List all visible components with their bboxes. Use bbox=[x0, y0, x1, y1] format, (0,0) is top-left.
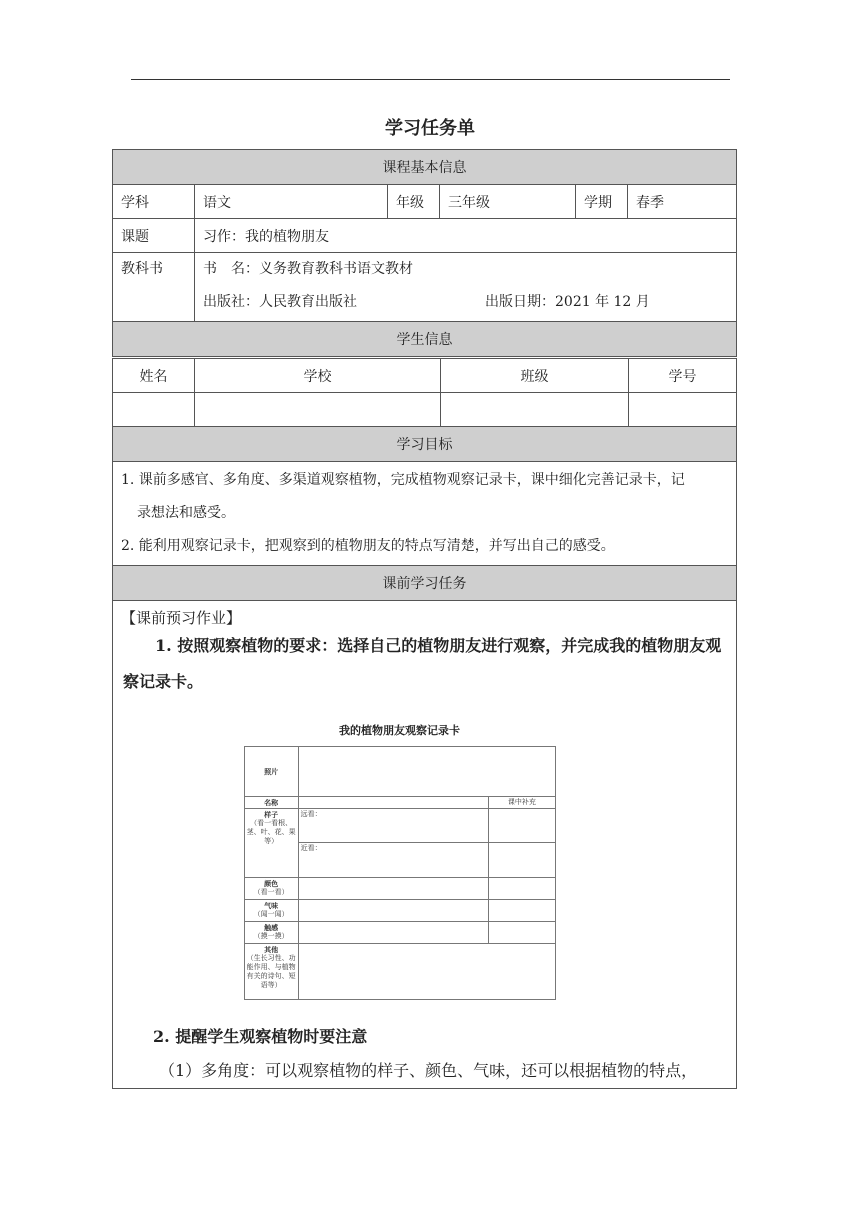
card-shape-label: 样子 （看一看根、茎、叶、花、果等） bbox=[244, 809, 298, 878]
goal-line: 2. 能利用观察记录卡，把观察到的植物朋友的特点写清楚，并写出自己的感受。 bbox=[121, 538, 615, 554]
term-value: 春季 bbox=[628, 185, 737, 219]
task-sheet-table bbox=[112, 149, 737, 357]
student-info-table bbox=[112, 358, 737, 1089]
card-other-label: 其他 （生长习性、功能作用、与植物有关的诗句、短语等） bbox=[244, 944, 298, 1000]
topic-value: 习作：我的植物朋友 bbox=[195, 219, 737, 253]
publish-date: 出版日期：2021 年 12 月 bbox=[485, 294, 650, 310]
card-supplement-label: 课中补充 bbox=[489, 797, 555, 809]
card-color-label: 颜色 （看一看） bbox=[244, 878, 298, 900]
card-touch-label: 触感 （摸一摸） bbox=[244, 922, 298, 944]
card-near-cell: 近看： bbox=[298, 843, 489, 878]
section-goals: 学习目标 bbox=[113, 427, 737, 462]
card-name-label: 名称 bbox=[244, 797, 298, 809]
student-id-label: 学号 bbox=[629, 359, 737, 393]
student-name-label: 姓名 bbox=[113, 359, 195, 393]
card-photo-label: 照片 bbox=[244, 747, 298, 797]
term-label: 学期 bbox=[576, 185, 628, 219]
book-name: 书 名：义务教育教科书语文教材 bbox=[203, 261, 413, 277]
preview-homework-tag: 【课前预习作业】 bbox=[121, 609, 242, 627]
goal-line: 1. 课前多感官、多角度、多渠道观察植物，完成植物观察记录卡，课中细化完善记录卡，记 bbox=[121, 472, 685, 488]
task-2: 2. 提醒学生观察植物时要注意 bbox=[153, 1027, 368, 1046]
task-1: 1. 按照观察植物的要求：选择自己的植物朋友进行观察，并完成我的植物朋友观察记录卡。 bbox=[123, 636, 722, 691]
card-table bbox=[244, 746, 556, 1000]
student-class-label: 班级 bbox=[441, 359, 629, 393]
task-2-item-1: （1）多角度：可以观察植物的样子、颜色、气味，还可以根据植物的特点， bbox=[159, 1061, 698, 1080]
goal-line: 录想法和感受。 bbox=[137, 505, 235, 521]
pre-tasks-content bbox=[113, 601, 737, 1089]
card-title: 我的植物朋友观察记录卡 bbox=[339, 724, 460, 737]
topic-label: 课题 bbox=[113, 219, 195, 253]
section-student-info: 学生信息 bbox=[113, 322, 737, 357]
student-id-field[interactable] bbox=[629, 393, 737, 427]
publisher: 出版社：人民教育出版社 bbox=[203, 294, 357, 310]
header-rule bbox=[131, 79, 730, 80]
section-basic-info: 课程基本信息 bbox=[113, 150, 737, 185]
card-photo-cell bbox=[298, 747, 555, 797]
student-name-field[interactable] bbox=[113, 393, 195, 427]
section-pre-tasks: 课前学习任务 bbox=[113, 566, 737, 601]
page-title: 学习任务单 bbox=[385, 118, 475, 139]
subject-value: 语文 bbox=[195, 185, 388, 219]
textbook-label: 教科书 bbox=[113, 253, 195, 322]
student-school-field[interactable] bbox=[195, 393, 441, 427]
card-smell-label: 气味 （闻一闻） bbox=[244, 900, 298, 922]
grade-value: 三年级 bbox=[440, 185, 576, 219]
student-class-field[interactable] bbox=[441, 393, 629, 427]
card-far-cell: 远看： bbox=[298, 809, 489, 843]
grade-label: 年级 bbox=[388, 185, 440, 219]
observation-card bbox=[244, 722, 556, 1000]
card-name-cell bbox=[298, 797, 489, 809]
goals-content bbox=[113, 462, 737, 566]
student-school-label: 学校 bbox=[195, 359, 441, 393]
subject-label: 学科 bbox=[113, 185, 195, 219]
textbook-info bbox=[195, 253, 737, 322]
